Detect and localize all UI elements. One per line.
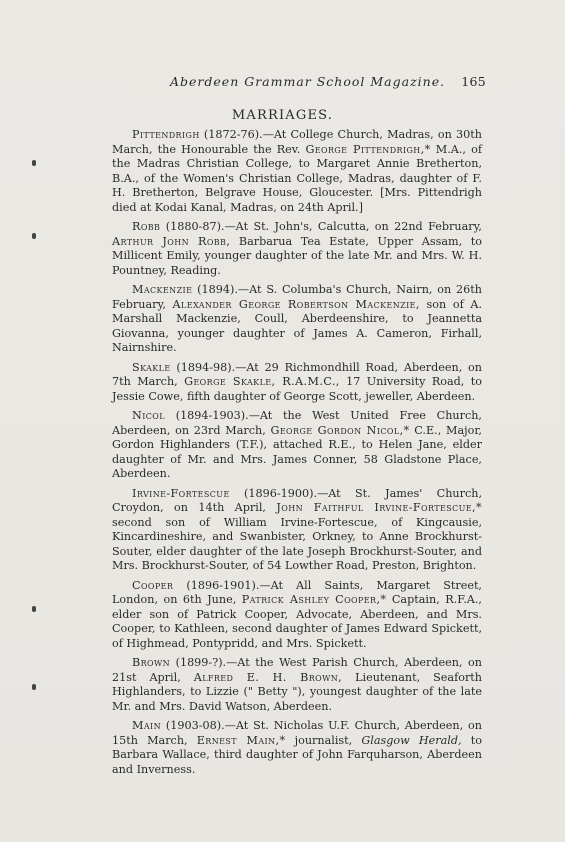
entry-surname: Main bbox=[132, 719, 161, 732]
margin-ink-mark bbox=[32, 684, 36, 690]
entry-text: (1899-?).—At the West Parish Church, Aberdeen, on 21st April, bbox=[112, 656, 482, 684]
section-title: MARRIAGES. bbox=[231, 108, 334, 123]
margin-ink-mark bbox=[32, 233, 36, 239]
entry-groom: George Gordon Nicol,* bbox=[270, 423, 410, 437]
marriages-list bbox=[112, 128, 482, 782]
entry-rest: journalist, bbox=[285, 733, 362, 747]
marriage-entry-robb bbox=[112, 220, 482, 278]
entry-rest: son of A. Marshall Mackenzie, Coull, Aberdeenshire, to Jeannetta Giovanna, younger daughter of James A. Cameron, Firhall, Nairnshire. bbox=[112, 297, 482, 354]
entry-text: (1880-87).—At St. John's, Calcutta, on 22nd February, bbox=[160, 220, 482, 233]
entry-text: (1872-76).—At College Church, Madras, on 30th March, the Honourable the Rev. bbox=[112, 128, 482, 156]
marriage-entry-skakle bbox=[112, 361, 482, 405]
entry-groom: George Skakle, R.A.M.C., bbox=[184, 375, 340, 388]
entry-surname: Mackenzie bbox=[132, 283, 193, 296]
entry-rest: Lieutenant, Seaforth Highlanders, to Lizzie (" Betty "), youngest daughter of the late Mr. and Mrs. David Watson, Aberdeen. bbox=[112, 670, 483, 713]
entry-rest: M.A., of the Madras Christian College, to Margaret Annie Bretherton, B.A., of the Women's Christian College, Madras, daughter of F. H. Bretherton, Belgrave House, Gloucester. [Mrs. Pittendrigh died at Kodai Kanal, Madras, on 24th April.] bbox=[112, 142, 482, 214]
entry-text: (1903-08).—At St. Nicholas U.F. Church, Aberdeen, on 15th March, bbox=[112, 719, 482, 747]
entry-surname: Skakle bbox=[132, 360, 171, 374]
entry-surname: Pittendrigh bbox=[132, 128, 200, 141]
entry-surname: Cooper bbox=[132, 578, 174, 592]
entry-rest: Captain, R.F.A., elder son of Patrick Cooper, Advocate, Aberdeen, and Mrs. Cooper, to Kathleen, second daughter of James Edward Spickett, of Highmead, Pontypridd, and Mrs. Spickett. bbox=[112, 593, 482, 650]
entry-text: (1896-1900).—At St. James' Church, Croydon, on 14th April, bbox=[112, 486, 482, 514]
entry-rest: 17 University Road, to Jessie Cowe, fifth daughter of George Scott, jeweller, Aberdeen. bbox=[112, 375, 482, 403]
entry-groom: Arthur John Robb, bbox=[112, 234, 231, 248]
entry-groom: Patrick Ashley Cooper,* bbox=[241, 593, 387, 606]
marriage-entry-mackenzie bbox=[112, 283, 482, 356]
margin-ink-mark bbox=[32, 160, 36, 166]
marriage-entry-pittendrigh bbox=[112, 128, 482, 215]
entry-surname: Robb bbox=[132, 220, 161, 233]
entry-groom: Alexander George Robertson Mackenzie, bbox=[172, 297, 420, 311]
entry-groom: George Pittendrigh,* bbox=[305, 142, 431, 156]
entry-text: (1894-1903).—At the West United Free Church, Aberdeen, on 23rd March, bbox=[112, 409, 482, 437]
entry-text: (1894-98).—At 29 Richmondhill Road, Aberdeen, on 7th March, bbox=[112, 360, 482, 388]
marriage-entry-cooper bbox=[112, 579, 482, 652]
page-number: 165 bbox=[461, 74, 486, 89]
entry-newspaper: Glasgow Herald, bbox=[361, 733, 462, 747]
entry-text: (1894).—At S. Columba's Church, Nairn, on 26th February, bbox=[112, 283, 482, 311]
entry-surname: Irvine-Fortescue bbox=[132, 486, 230, 500]
entry-text: (1896-1901).—At All Saints, Margaret Street, London, on 6th June, bbox=[112, 578, 482, 606]
margin-ink-mark bbox=[32, 606, 36, 612]
entry-rest: Barbarua Tea Estate, Upper Assam, to Millicent Emily, younger daughter of the late Mr. and Mrs. W. H. Pountney, Reading. bbox=[112, 234, 482, 277]
marriage-entry-brown bbox=[112, 656, 482, 714]
marriage-entry-main bbox=[112, 719, 482, 777]
entry-groom: Ernest Main,* bbox=[196, 733, 286, 747]
entry-rest: second son of William Irvine-Fortescue, of Kingcausie, Kincardineshire, and Swanbister, Orkney, to Anne Brockhurst-Souter, elder daughter of the late Joseph Brockhurst-Souter, and Mrs. Brockhurst-Souter, of 54 Lowther Road, Preston, Brighton. bbox=[112, 515, 482, 572]
entry-groom: John Faithful Irvine-Fortescue,* bbox=[276, 501, 482, 514]
journal-title: Aberdeen Grammar School Magazine. bbox=[170, 74, 446, 89]
entry-groom: Alfred E. H. Brown, bbox=[193, 670, 343, 684]
marriage-entry-irvine-fortescue bbox=[112, 487, 482, 574]
entry-surname: Brown bbox=[132, 656, 171, 669]
entry-rest: C.E., Major, Gordon Highlanders (T.F.), attached R.E., to Helen Jane, elder daughter of Mr. and Mrs. James Conner, 58 Gladstone Place, Aberdeen. bbox=[112, 423, 482, 480]
running-header bbox=[170, 74, 486, 89]
entry-rest-2: to Barbara Wallace, third daughter of John Farquharson, Aberdeen and Inverness. bbox=[112, 733, 482, 776]
marriage-entry-nicol bbox=[112, 409, 482, 482]
entry-surname: Nicol bbox=[132, 409, 165, 422]
